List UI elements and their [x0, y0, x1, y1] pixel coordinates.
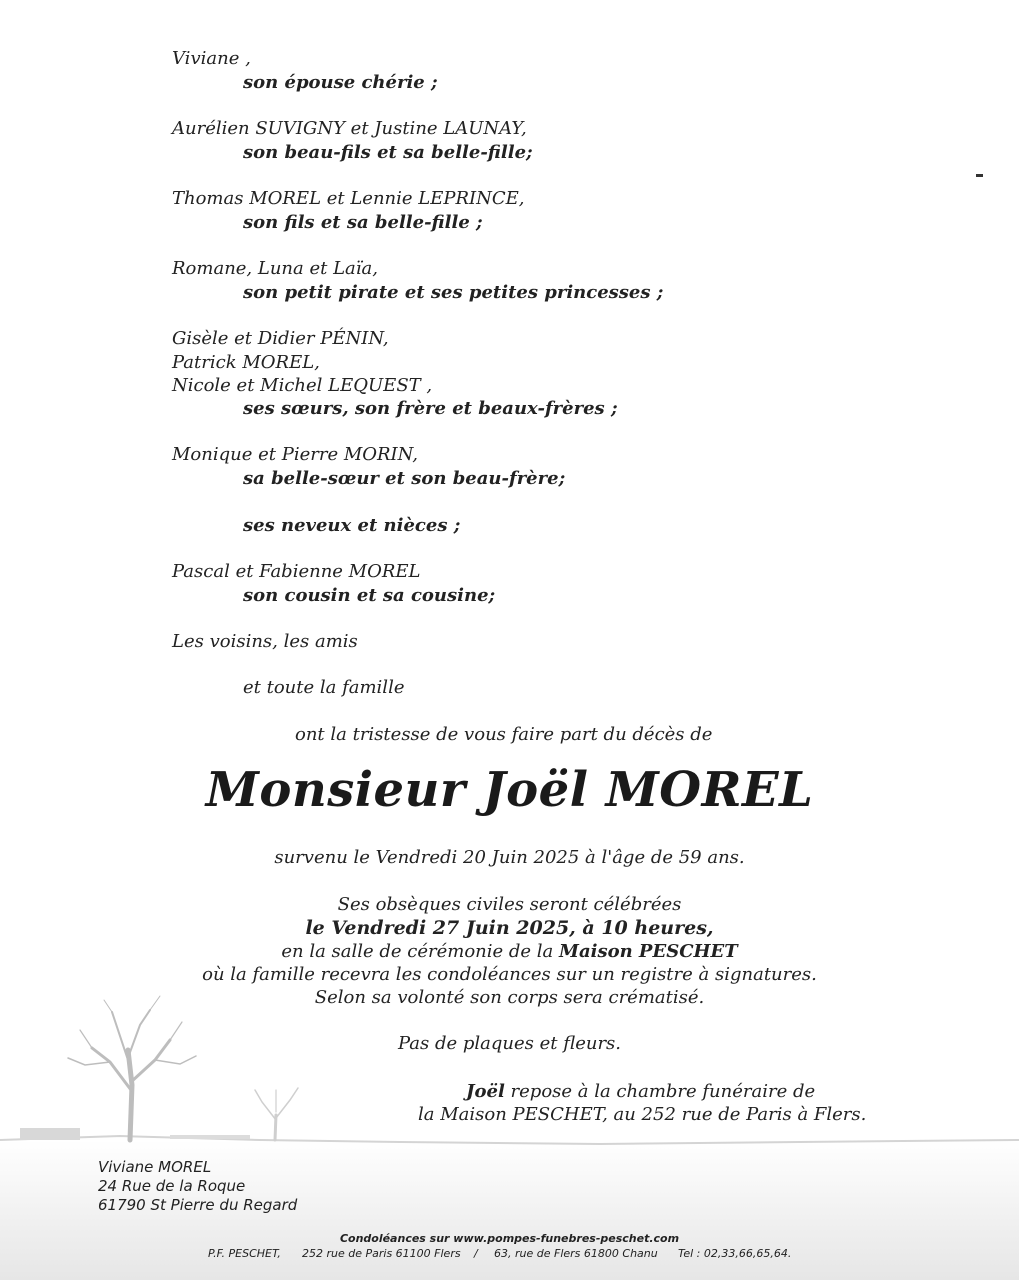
deceased-name: Monsieur Joël MOREL	[205, 762, 814, 818]
rest-line-text: repose à la chambre funéraire de	[504, 1081, 816, 1102]
ceremony-line: où la famille recevra les condoléances sur un registre à signatures.	[202, 964, 817, 985]
ceremony-line: Ses obsèques civiles seront célébrées	[337, 894, 682, 915]
footer-condolences: Condoléances sur www.pompes-funebres-peschet.com	[339, 1232, 680, 1245]
footer-phone: Tel : 02,33,66,65,64.	[678, 1247, 792, 1260]
family-name-line: Pascal et Fabienne MOREL	[172, 561, 421, 582]
family-relation: son cousin et sa cousine;	[243, 585, 496, 606]
family-name-line: Gisèle et Didier PÉNIN,	[172, 328, 389, 349]
footer-address-flers: 252 rue de Paris 61100 Flers	[302, 1247, 461, 1260]
contact-name: Viviane MOREL	[98, 1158, 212, 1176]
family-name-line: Nicole et Michel LEQUEST ,	[172, 375, 433, 396]
family-relation: sa belle-sœur et son beau-frère;	[243, 468, 566, 489]
ceremony-venue-prefix: en la salle de cérémonie de la	[281, 941, 560, 962]
ceremony-venue	[0, 941, 1019, 962]
no-flowers-note: Pas de plaques et fleurs.	[397, 1033, 622, 1054]
announcement-text: ont la tristesse de vous faire part du décès de	[295, 724, 713, 745]
ceremony-venue-name: Maison PESCHET	[559, 941, 738, 962]
neighbors-friends: Les voisins, les amis	[172, 631, 358, 652]
ceremony-line: Selon sa volonté son corps sera crématisé.	[314, 987, 705, 1008]
footer-address-chanu: 63, rue de Flers 61800 Chanu	[494, 1247, 658, 1260]
family-name-line: Aurélien SUVIGNY et Justine LAUNAY,	[172, 118, 527, 139]
whole-family: et toute la famille	[243, 677, 405, 698]
footer-company: P.F. PESCHET,	[208, 1247, 281, 1260]
family-relation: ses sœurs, son frère et beaux-frères ;	[243, 398, 618, 419]
rest-name: Joël	[466, 1081, 505, 1102]
footer-separator: /	[474, 1247, 478, 1260]
contact-block	[98, 1158, 297, 1215]
family-name-line: Viviane ,	[172, 48, 251, 69]
family-relation: son petit pirate et ses petites princesses ;	[243, 282, 664, 303]
contact-street: 24 Rue de la Roque	[98, 1177, 246, 1195]
family-name-line: Thomas MOREL et Lennie LEPRINCE,	[172, 188, 525, 209]
family-relation: son fils et sa belle-fille ;	[243, 212, 483, 233]
family-name-line: Patrick MOREL,	[172, 352, 320, 373]
contact-city: 61790 St Pierre du Regard	[98, 1196, 298, 1214]
family-relation: son épouse chérie ;	[243, 72, 438, 93]
rest-line: la Maison PESCHET, au 252 rue de Paris à Flers.	[418, 1104, 867, 1125]
family-relation: son beau-fils et sa belle-fille;	[243, 142, 533, 163]
family-name-line: Romane, Luna et Laïa,	[172, 258, 378, 279]
death-info: survenu le Vendredi 20 Juin 2025 à l'âge de 59 ans.	[274, 847, 745, 868]
stray-mark	[976, 174, 983, 177]
family-name-line: Monique et Pierre MORIN,	[172, 444, 418, 465]
family-relation: ses neveux et nièces ;	[243, 515, 461, 536]
rest-line	[466, 1081, 815, 1102]
ceremony-date: le Vendredi 27 Juin 2025, à 10 heures,	[305, 917, 714, 939]
